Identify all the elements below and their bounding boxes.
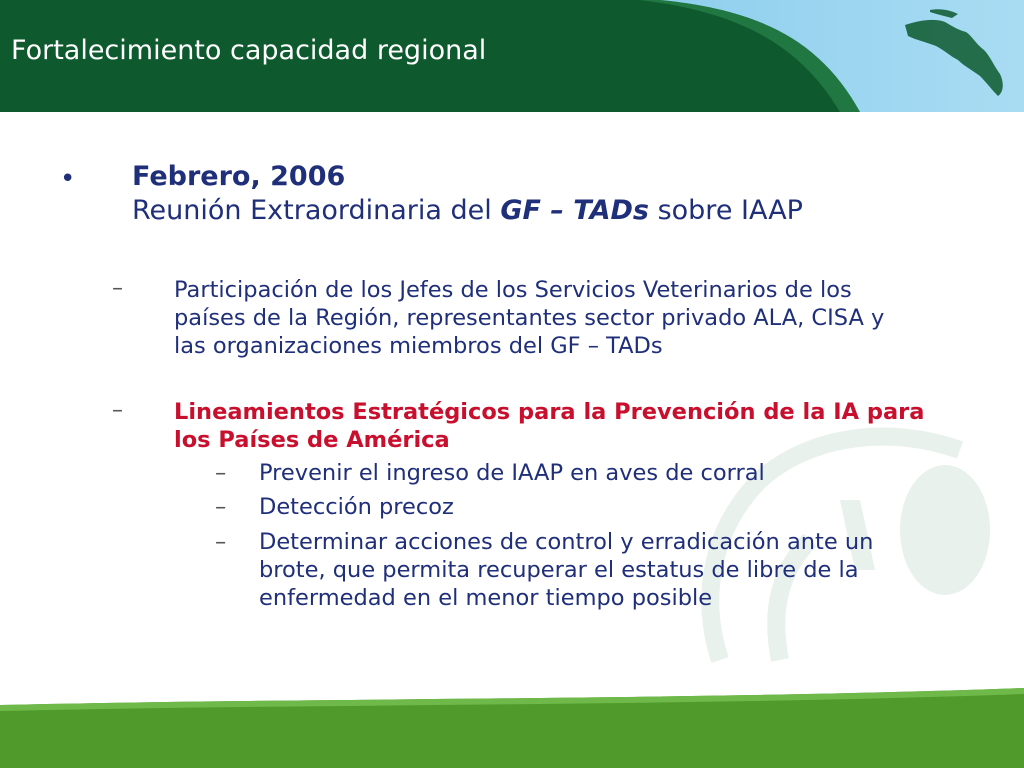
meeting-heading — [132, 194, 803, 227]
subitem-dash: – — [215, 460, 227, 486]
text-line: las organizaciones miembros del GF – TADs — [174, 333, 663, 359]
subitem-prevent — [215, 459, 989, 487]
slide-title: Fortalecimiento capacidad regional — [11, 35, 487, 66]
bullet-marker: • — [60, 164, 76, 194]
text-line: países de la Región, representantes sector privado ALA, CISA y — [174, 305, 885, 331]
subitem-dash: – — [215, 529, 227, 555]
meeting-emphasis: GF – TADs — [500, 195, 649, 226]
subitem-detection — [215, 493, 989, 521]
text-line: Detección precoz — [259, 494, 454, 520]
list-item-guidelines — [174, 398, 974, 454]
subitem-dash: – — [215, 494, 227, 520]
item-dash: – — [112, 276, 123, 301]
text-line: brote, que permita recuperar el estatus de libre de la — [259, 557, 859, 583]
text-line: Determinar acciones de control y erradicación ante un — [259, 529, 874, 555]
item-dash: – — [112, 398, 123, 423]
date-heading: Febrero, 2006 — [132, 161, 346, 192]
subitem-control — [215, 528, 989, 612]
meeting-prefix: Reunión Extraordinaria del — [132, 195, 501, 226]
list-item-participation — [174, 276, 974, 360]
text-line: Participación de los Jefes de los Servicios Veterinarios de los — [174, 277, 852, 303]
text-line: Prevenir el ingreso de IAAP en aves de corral — [259, 460, 765, 486]
meeting-suffix: sobre IAAP — [649, 195, 803, 226]
text-line: Lineamientos Estratégicos para la Prevención de la IA para — [174, 399, 925, 425]
text-line: enfermedad en el menor tiempo posible — [259, 585, 713, 611]
text-line: los Países de América — [174, 427, 450, 453]
